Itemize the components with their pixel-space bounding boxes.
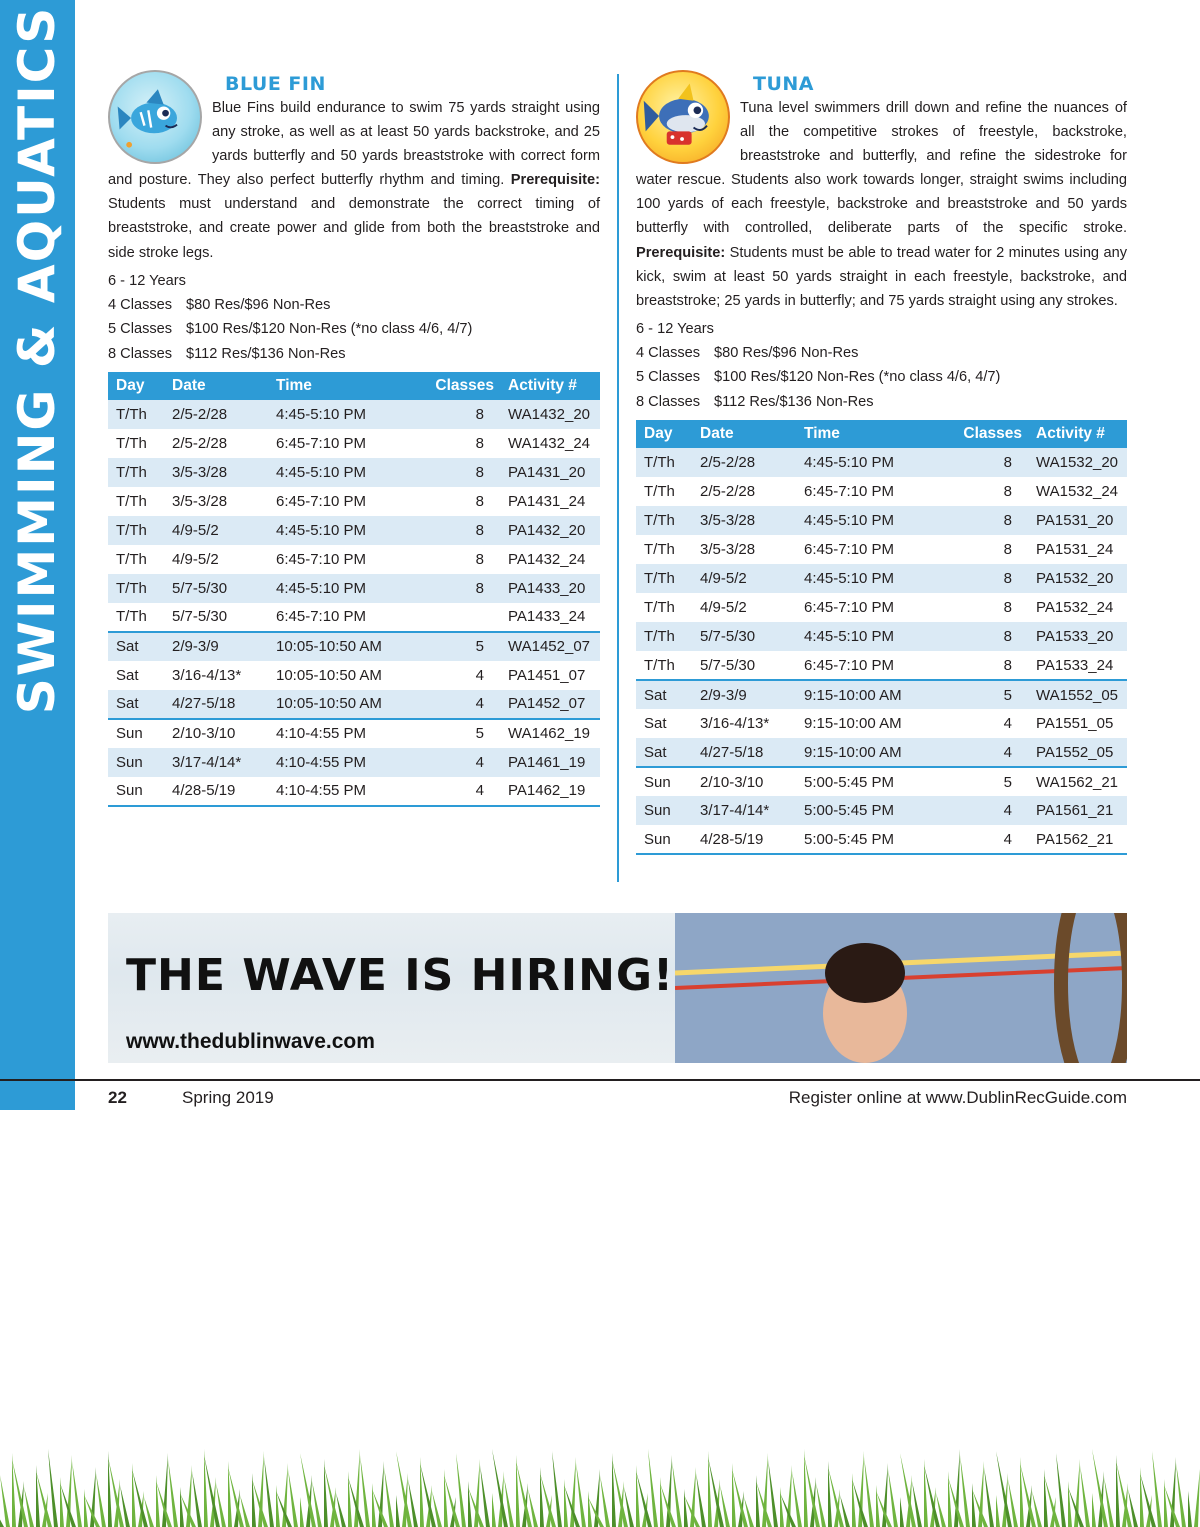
price-row <box>636 341 1127 365</box>
page-number: 22 <box>108 1088 127 1107</box>
cell-classes: 8 <box>475 492 484 510</box>
cell-classes: 4 <box>475 666 484 684</box>
cell-date: 2/9-3/9 <box>692 680 796 709</box>
cell-activity: PA1461_19 <box>500 748 600 777</box>
register-online-link[interactable]: Register online at www.DublinRecGuide.com <box>788 1088 1127 1107</box>
cell-time: 6:45-7:10 PM <box>804 656 895 674</box>
cell-day: Sun <box>636 825 692 854</box>
cell-date: 2/5-2/28 <box>700 483 756 501</box>
class-count: 4 Classes <box>108 296 173 313</box>
cell-activity: PA1561_21 <box>1028 796 1127 825</box>
hiring-title: THE WAVE IS HIRING! <box>126 950 675 1001</box>
cell-time: 4:45-5:10 PM <box>796 506 942 535</box>
cell-time: 5:00-5:45 PM <box>796 767 942 796</box>
cell-date: 2/5-2/28 <box>164 400 268 429</box>
cell-classes: 8 <box>1003 599 1012 617</box>
cell-time: 10:05-10:50 AM <box>276 666 382 684</box>
cell-classes: 8 <box>1003 541 1012 559</box>
tuna-fish-mascot-icon <box>636 70 730 164</box>
cell-activity: PA1431_20 <box>500 458 600 487</box>
grass-decoration <box>0 1110 1200 1527</box>
cell-day: T/Th <box>108 516 164 545</box>
table-row <box>108 516 600 545</box>
cell-classes: 8 <box>414 516 500 545</box>
cell-classes: 5 <box>414 719 500 748</box>
cell-time: 4:45-5:10 PM <box>796 448 942 477</box>
cell-day: T/Th <box>108 574 164 603</box>
table-row <box>636 738 1127 767</box>
cell-day: T/Th <box>116 608 147 626</box>
cell-day: T/Th <box>644 656 675 674</box>
cell-day: Sun <box>108 748 164 777</box>
table-row <box>636 535 1127 564</box>
table-row <box>108 400 600 429</box>
cell-classes: 8 <box>414 574 500 603</box>
cell-classes: 4 <box>414 777 500 806</box>
table-row <box>108 429 600 458</box>
level-title: BLUE FIN <box>225 73 326 95</box>
cell-day: Sat <box>108 690 164 719</box>
cell-activity: WA1532_20 <box>1028 448 1127 477</box>
cell-classes: 8 <box>1003 483 1012 501</box>
cell-activity: PA1562_21 <box>1028 825 1127 854</box>
cell-day: Sun <box>636 767 692 796</box>
cell-day: Sun <box>108 719 164 748</box>
class-price: $100 Res/$120 Non-Res (*no class 4/6, 4/7) <box>714 369 1001 386</box>
cell-date: 4/28-5/19 <box>164 777 268 806</box>
cell-classes: 8 <box>942 506 1028 535</box>
cell-activity: PA1532_24 <box>1036 599 1114 617</box>
class-price: $112 Res/$136 Non-Res <box>714 393 874 410</box>
cell-activity: PA1433_20 <box>500 574 600 603</box>
cell-activity: PA1452_07 <box>500 690 600 719</box>
table-row <box>636 506 1127 535</box>
cell-time: 6:45-7:10 PM <box>276 550 367 568</box>
cell-activity: WA1432_24 <box>508 434 591 452</box>
section-title: SWIMMING & AQUATICS <box>8 5 66 715</box>
table-row <box>636 796 1127 825</box>
class-price: $80 Res/$96 Non-Res <box>714 345 859 362</box>
class-price: $80 Res/$96 Non-Res <box>186 296 331 313</box>
cell-date: 5/7-5/30 <box>164 574 268 603</box>
cell-day: T/Th <box>108 458 164 487</box>
cell-day: Sun <box>636 796 692 825</box>
price-row <box>108 317 600 341</box>
table-row <box>636 709 1127 738</box>
cell-classes: 8 <box>414 458 500 487</box>
cell-day: T/Th <box>644 483 675 501</box>
cell-classes: 8 <box>475 550 484 568</box>
cell-day: T/Th <box>636 622 692 651</box>
cell-classes: 8 <box>942 622 1028 651</box>
prerequisite-text: Students must be able to tread water for 2 minutes using any kick, swim at least 50 yards straight in each freestyle, backstroke, and breaststroke; 25 yards in butterfly; and 75 yards straight using any strokes. <box>636 244 1127 309</box>
table-row <box>108 661 600 690</box>
column-divider <box>617 74 619 882</box>
header-classes: Classes <box>414 372 500 400</box>
class-count: 8 Classes <box>636 393 701 410</box>
cell-time: 4:45-5:10 PM <box>268 458 414 487</box>
cell-time: 4:10-4:55 PM <box>268 777 414 806</box>
cell-day: T/Th <box>636 564 692 593</box>
cell-time: 9:15-10:00 AM <box>796 738 942 767</box>
cell-date: 2/5-2/28 <box>692 448 796 477</box>
cell-activity: WA1532_24 <box>1036 483 1119 501</box>
blue-fish-mascot-icon <box>108 70 202 164</box>
cell-time: 4:45-5:10 PM <box>268 574 414 603</box>
cell-date: 5/7-5/30 <box>700 656 756 674</box>
cell-time: 6:45-7:10 PM <box>276 492 367 510</box>
cell-activity: PA1433_24 <box>508 608 586 626</box>
cell-date: 3/5-3/28 <box>692 506 796 535</box>
header-classes: Classes <box>942 420 1028 448</box>
cell-activity: PA1432_24 <box>508 550 586 568</box>
cell-activity: PA1432_20 <box>500 516 600 545</box>
cell-date: 3/5-3/28 <box>164 458 268 487</box>
cell-date: 4/27-5/18 <box>692 738 796 767</box>
class-price: $100 Res/$120 Non-Res (*no class 4/6, 4/7) <box>186 321 473 338</box>
table-row <box>108 719 600 748</box>
cell-day: Sat <box>636 680 692 709</box>
cell-classes: 5 <box>942 767 1028 796</box>
header-time: Time <box>796 420 942 448</box>
cell-time: 4:10-4:55 PM <box>268 748 414 777</box>
cell-classes: 4 <box>414 690 500 719</box>
cell-day: Sat <box>108 632 164 661</box>
class-count: 5 Classes <box>636 369 701 386</box>
cell-time: 4:10-4:55 PM <box>268 719 414 748</box>
cell-time: 4:45-5:10 PM <box>268 516 414 545</box>
cell-date: 2/10-3/10 <box>164 719 268 748</box>
cell-activity: WA1562_21 <box>1028 767 1127 796</box>
table-row <box>636 622 1127 651</box>
header-day: Day <box>108 372 164 400</box>
cell-classes: 4 <box>942 796 1028 825</box>
cell-day: T/Th <box>644 599 675 617</box>
cell-time: 5:00-5:45 PM <box>796 796 942 825</box>
cell-day: Sat <box>636 738 692 767</box>
table-row <box>108 458 600 487</box>
cell-date: 4/9-5/2 <box>172 550 219 568</box>
prerequisite-label: Prerequisite: <box>510 172 600 189</box>
price-row <box>108 293 600 317</box>
cell-classes: 8 <box>475 434 484 452</box>
table-row <box>108 545 600 574</box>
class-price: $112 Res/$136 Non-Res <box>186 345 346 362</box>
cell-activity: PA1531_24 <box>1036 541 1114 559</box>
cell-date: 2/5-2/28 <box>172 434 228 452</box>
table-row <box>108 632 600 661</box>
cell-date: 3/17-4/14* <box>164 748 268 777</box>
header-day: Day <box>636 420 692 448</box>
season-label: Spring 2019 <box>182 1088 274 1107</box>
cell-classes: 4 <box>414 748 500 777</box>
header-time: Time <box>268 372 414 400</box>
prerequisite-label: Prerequisite: <box>636 244 726 261</box>
price-block <box>636 317 1127 414</box>
cell-activity: WA1452_07 <box>500 632 600 661</box>
table-row <box>636 651 1127 680</box>
cell-date: 3/17-4/14* <box>692 796 796 825</box>
cell-date: 4/9-5/2 <box>692 564 796 593</box>
class-count: 5 Classes <box>108 321 173 338</box>
hiring-url-link[interactable]: www.thedublinwave.com <box>126 1030 375 1053</box>
cell-activity: PA1533_24 <box>1036 656 1114 674</box>
cell-classes: 8 <box>942 564 1028 593</box>
table-row <box>636 448 1127 477</box>
header-activity: Activity # <box>500 372 600 400</box>
header-date: Date <box>692 420 796 448</box>
cell-date: 4/9-5/2 <box>164 516 268 545</box>
description-text: Tuna level swimmers drill down and refine the nuances of all the competitive strokes of freestyle, backstroke, breaststroke and butterfly, and refine the sidestroke for water rescue. Students also work towards longer, straight swims including 100 yards of each freestyle, backstroke and breaststroke and 50 yards butterfly with controlled, deliberate parts of the specific stroke. <box>636 100 1127 237</box>
smiling-swimmer-photo <box>675 913 1127 1063</box>
cell-classes: 8 <box>1003 656 1012 674</box>
cell-time: 6:45-7:10 PM <box>804 599 895 617</box>
cell-date: 2/10-3/10 <box>692 767 796 796</box>
cell-time: 4:45-5:10 PM <box>268 400 414 429</box>
cell-day: T/Th <box>116 492 147 510</box>
cell-day: Sat <box>116 666 139 684</box>
cell-date: 3/5-3/28 <box>172 492 228 510</box>
cell-classes: 8 <box>942 448 1028 477</box>
table-row <box>636 564 1127 593</box>
table-header-row <box>636 420 1127 448</box>
price-block <box>108 269 600 366</box>
cell-date: 5/7-5/30 <box>172 608 228 626</box>
description-text: Blue Fins build endurance to swim 75 yards straight using any stroke, as well as at least 50 yards backstroke, and 25 yards butterfly and 50 yards breaststroke with correct form and posture. They also perfect butterfly rhythm and timing. <box>108 100 600 189</box>
table-row <box>636 825 1127 854</box>
cell-date: 4/27-5/18 <box>164 690 268 719</box>
table-row <box>636 477 1127 506</box>
table-row <box>108 487 600 516</box>
cell-day: T/Th <box>636 506 692 535</box>
cell-time: 6:45-7:10 PM <box>276 434 367 452</box>
cell-date: 2/9-3/9 <box>164 632 268 661</box>
blue-fin-section <box>108 70 600 807</box>
cell-activity: WA1432_20 <box>500 400 600 429</box>
cell-classes: 4 <box>942 738 1028 767</box>
cell-time: 4:45-5:10 PM <box>796 622 942 651</box>
table-row <box>636 593 1127 622</box>
level-title: TUNA <box>753 73 814 95</box>
cell-activity: PA1531_20 <box>1028 506 1127 535</box>
cell-activity: PA1451_07 <box>508 666 586 684</box>
cell-day: Sun <box>108 777 164 806</box>
cell-time: 9:15-10:00 AM <box>796 680 942 709</box>
tuna-section <box>636 70 1127 855</box>
header-activity: Activity # <box>1028 420 1127 448</box>
schedule-table <box>636 420 1127 855</box>
cell-time: 10:05-10:50 AM <box>268 632 414 661</box>
cell-day: T/Th <box>636 448 692 477</box>
cell-activity: WA1462_19 <box>500 719 600 748</box>
cell-activity: WA1552_05 <box>1028 680 1127 709</box>
cell-classes: 8 <box>414 400 500 429</box>
age-range: 6 - 12 Years <box>636 320 714 337</box>
cell-time: 6:45-7:10 PM <box>276 608 367 626</box>
cell-activity: PA1551_05 <box>1036 715 1114 733</box>
cell-date: 3/16-4/13* <box>172 666 242 684</box>
price-row <box>636 390 1127 414</box>
table-row <box>636 767 1127 796</box>
cell-classes <box>414 603 500 632</box>
cell-day: Sat <box>644 715 667 733</box>
table-row <box>108 777 600 806</box>
header-date: Date <box>164 372 268 400</box>
cell-classes: 4 <box>942 825 1028 854</box>
cell-date: 5/7-5/30 <box>692 622 796 651</box>
price-row <box>636 365 1127 389</box>
schedule-table <box>108 372 600 807</box>
table-row <box>636 680 1127 709</box>
cell-activity: PA1532_20 <box>1028 564 1127 593</box>
price-row <box>108 342 600 366</box>
cell-activity: PA1533_20 <box>1028 622 1127 651</box>
class-count: 4 Classes <box>636 345 701 362</box>
cell-date: 3/5-3/28 <box>700 541 756 559</box>
cell-activity: PA1462_19 <box>500 777 600 806</box>
cell-day: T/Th <box>108 400 164 429</box>
cell-date: 3/16-4/13* <box>700 715 770 733</box>
cell-date: 4/9-5/2 <box>700 599 747 617</box>
cell-day: T/Th <box>116 550 147 568</box>
cell-time: 5:00-5:45 PM <box>796 825 942 854</box>
cell-time: 10:05-10:50 AM <box>268 690 414 719</box>
table-header-row <box>108 372 600 400</box>
cell-classes: 5 <box>414 632 500 661</box>
cell-classes: 4 <box>1003 715 1012 733</box>
table-row <box>108 603 600 632</box>
table-row <box>108 574 600 603</box>
cell-time: 6:45-7:10 PM <box>804 483 895 501</box>
cell-time: 9:15-10:00 AM <box>804 715 902 733</box>
table-row <box>108 748 600 777</box>
cell-activity: PA1552_05 <box>1028 738 1127 767</box>
cell-time: 4:45-5:10 PM <box>796 564 942 593</box>
age-range: 6 - 12 Years <box>108 272 186 289</box>
cell-day: T/Th <box>116 434 147 452</box>
cell-classes: 5 <box>942 680 1028 709</box>
cell-activity: PA1431_24 <box>508 492 586 510</box>
table-row <box>108 690 600 719</box>
footer-divider <box>0 1079 1200 1081</box>
class-count: 8 Classes <box>108 345 173 362</box>
cell-time: 6:45-7:10 PM <box>804 541 895 559</box>
prerequisite-text: Students must understand and demonstrate the correct timing of breaststroke, and create power and glide from both the breaststroke and side stroke legs. <box>108 196 600 261</box>
cell-date: 4/28-5/19 <box>692 825 796 854</box>
cell-day: T/Th <box>644 541 675 559</box>
